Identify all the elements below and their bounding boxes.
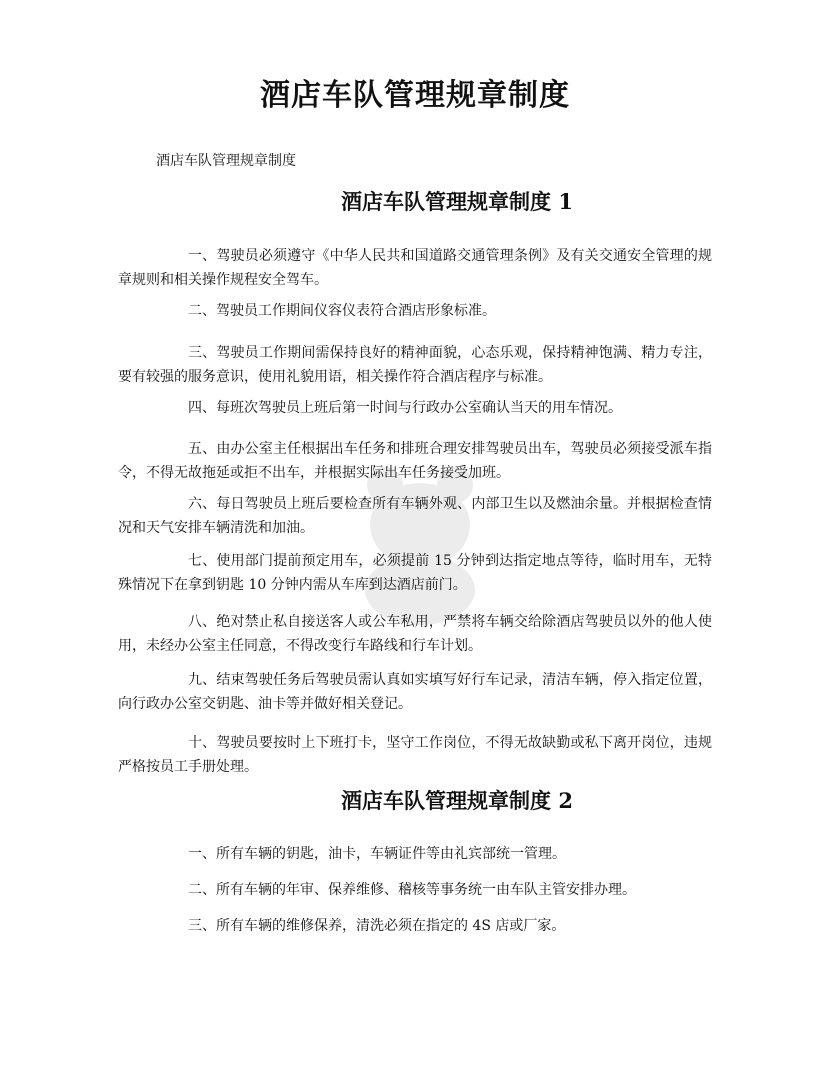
section-2-paragraph: 二、所有车辆的年审、保养维修、稽核等事务统一由车队主管安排办理。 [188,882,636,898]
section-1-paragraph: 一、驾驶员必须遵守《中华人民共和国道路交通管理条例》及有关交通安全管理的规章规则和相关操作规程安全驾车。 [118,248,712,288]
section-1-paragraph: 五、由办公室主任根据出车任务和排班合理安排驾驶员出车，驾驶员必须接受派车指令，不得无故拖延或拒不出车，并根据实际出车任务接受加班。 [118,441,712,481]
section-1-paragraph: 十、驾驶员要按时上下班打卡，坚守工作岗位，不得无故缺勤或私下离开岗位，违规严格按员工手册处理。 [118,735,712,775]
section-1-paragraph: 八、绝对禁止私自接送客人或公车私用，严禁将车辆交给除酒店驾驶员以外的他人使用，未经办公室主任同意，不得改变行车路线和行车计划。 [118,614,712,654]
section-1-heading: 酒店车队管理规章制度 1 [341,189,573,214]
section-2-heading: 酒店车队管理规章制度 2 [341,788,573,813]
document-subtitle: 酒店车队管理规章制度 [156,153,296,169]
section-1-paragraph: 六、每日驾驶员上班后要检查所有车辆外观、内部卫生以及燃油余量。并根据检查情况和天气安排车辆清洗和加油。 [118,496,712,536]
section-2-paragraph: 三、所有车辆的维修保养，清洗必须在指定的 4S 店或厂家。 [188,918,566,934]
section-1-paragraph: 九、结束驾驶任务后驾驶员需认真如实填写好行车记录，清洁车辆，停入指定位置，向行政办公室交钥匙、油卡等并做好相关登记。 [118,672,712,712]
section-1-paragraph: 三、驾驶员工作期间需保持良好的精神面貌，心态乐观，保持精神饱满、精力专注，要有较强的服务意识，使用礼貌用语，相关操作符合酒店程序与标准。 [118,345,712,385]
section-1-paragraph: 四、每班次驾驶员上班后第一时间与行政办公室确认当天的用车情况。 [188,400,622,416]
section-2-paragraph: 一、所有车辆的钥匙，油卡，车辆证件等由礼宾部统一管理。 [188,846,566,862]
section-1-paragraph: 七、使用部门提前预定用车，必须提前 15 分钟到达指定地点等待，临时用车，无特殊情况下在拿到钥匙 10 分钟内需从车库到达酒店前门。 [118,553,712,593]
document-title: 酒店车队管理规章制度 [260,78,570,113]
section-1-paragraph: 二、驾驶员工作期间仪容仪表符合酒店形象标准。 [188,303,496,319]
